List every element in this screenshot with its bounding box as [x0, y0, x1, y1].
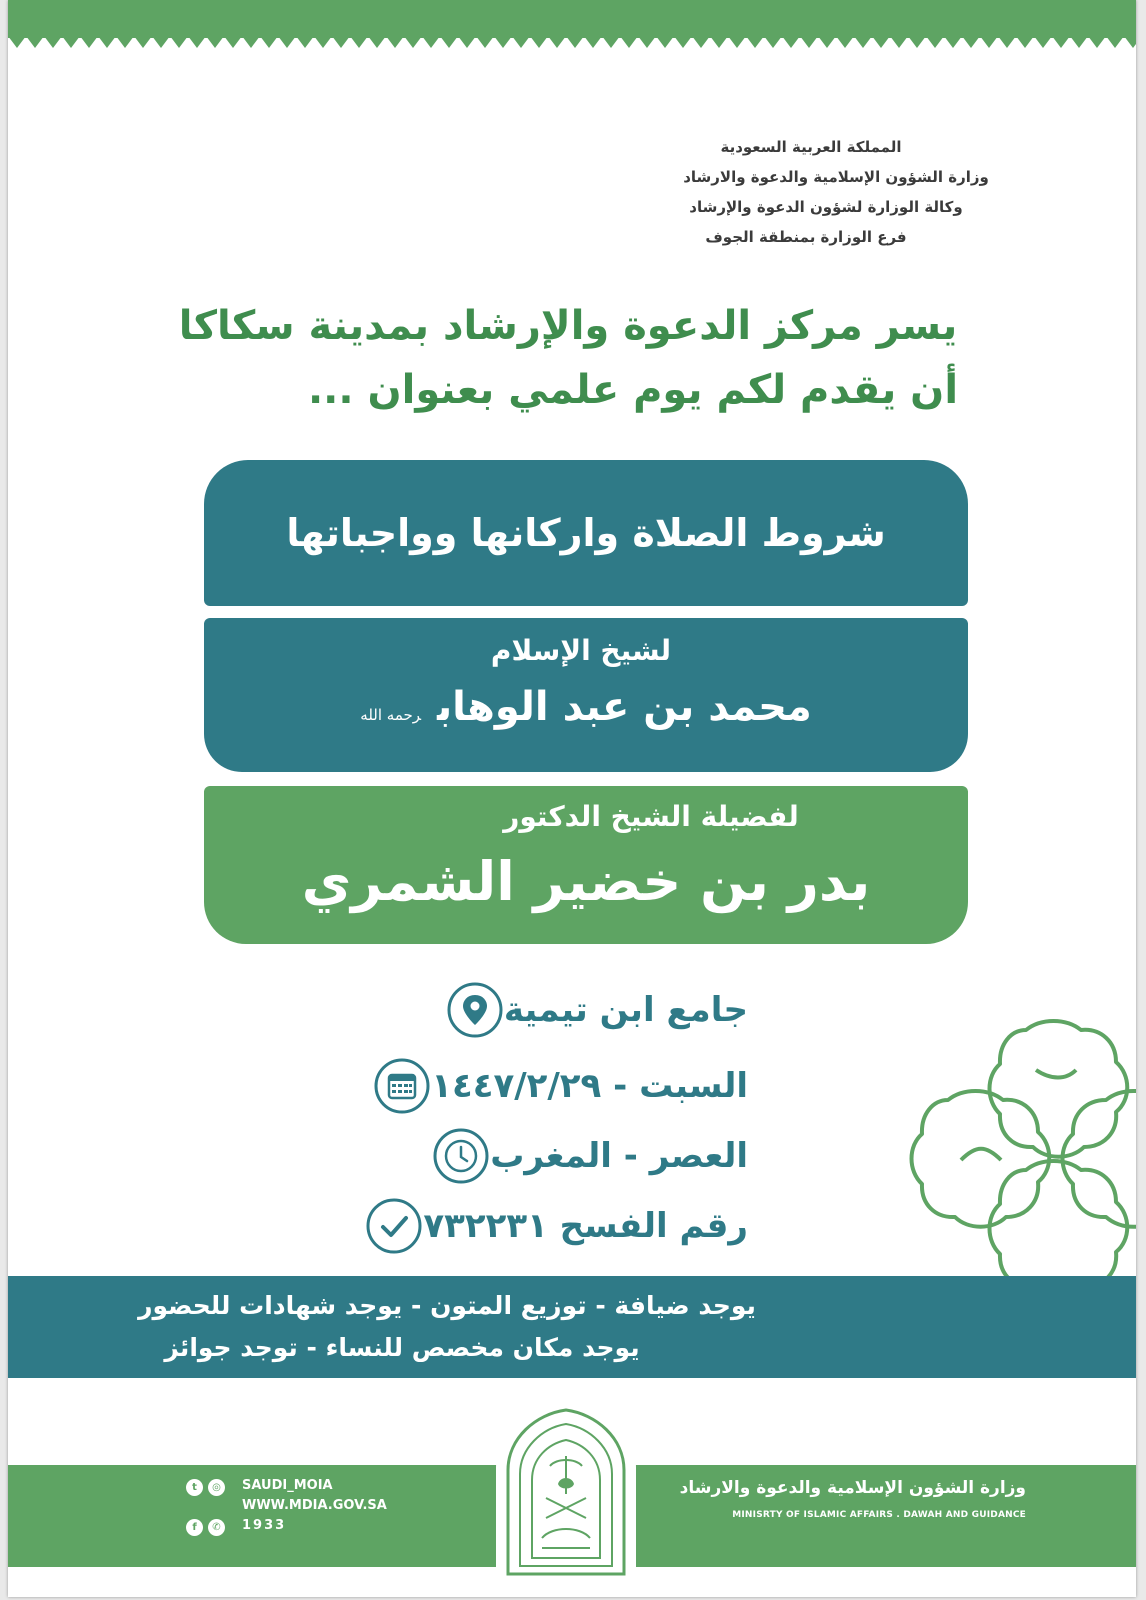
author-card [204, 618, 968, 772]
ministry-name-english: MINISRTY OF ISLAMIC AFFAIRS . DAWAH AND GUIDANCE [732, 1510, 1026, 1520]
speaker-intro: لفضيلة الشيخ الدكتور [503, 800, 799, 833]
location-row [446, 980, 766, 1040]
ministry-emblem-logo [486, 1398, 646, 1582]
lecture-title-card [204, 460, 968, 606]
location-pin-icon [446, 981, 504, 1039]
author-name-row [204, 684, 968, 730]
speaker-card [204, 786, 968, 944]
header-line-kingdom: المملكة العربية السعودية [720, 138, 902, 156]
phone-icon[interactable]: ✆ [208, 1519, 225, 1536]
permit-row [365, 1196, 766, 1256]
time-text: العصر - المغرب [490, 1136, 748, 1176]
time-row [432, 1126, 766, 1186]
date-text: السبت - ١٤٤٧/٢/٢٩ [431, 1066, 748, 1106]
website-link[interactable]: WWW.MDIA.GOV.SA [242, 1498, 387, 1513]
permit-text: رقم الفسح ٧٣٢٢٣١ [423, 1206, 748, 1246]
facebook-icon[interactable]: f [186, 1519, 203, 1536]
ministry-name-arabic: وزارة الشؤون الإسلامية والدعوة والارشاد [679, 1478, 1026, 1498]
poster-sheet [8, 0, 1136, 1597]
services-line-2: يوجد مكان مخصص للنساء - توجد جوائز [164, 1333, 640, 1362]
author-intro: لشيخ الإسلام [490, 634, 672, 667]
ministry-footer-name [666, 1478, 1026, 1520]
twitter-icon[interactable]: t [186, 1479, 203, 1496]
header-line-ministry: وزارة الشؤون الإسلامية والدعوة والارشاد [683, 168, 989, 186]
intro-line-2: أن يقدم لكم يوم علمي بعنوان ... [307, 367, 959, 413]
social-handle: SAUDI_MOIA [242, 1478, 333, 1493]
intro-line-1: يسر مركز الدعوة والإرشاد بمدينة سكاكا [178, 303, 958, 349]
services-banner [8, 1276, 1136, 1378]
author-honorific: رحمه الله [360, 706, 422, 724]
date-row [373, 1056, 766, 1116]
header-line-agency: وكالة الوزارة لشؤون الدعوة والإرشاد [689, 198, 963, 216]
services-line-1: يوجد ضيافة - توزيع المتون - يوجد شهادات للحضور [138, 1291, 756, 1320]
phone-number: 1933 [242, 1518, 287, 1533]
checkmark-icon [365, 1197, 423, 1255]
intro-text [148, 294, 988, 422]
speaker-name: بدر بن خضير الشمري [301, 850, 871, 913]
lecture-title: شروط الصلاة واركانها وواجباتها [286, 511, 886, 555]
location-text: جامع ابن تيمية [503, 990, 748, 1030]
clock-icon [432, 1127, 490, 1185]
author-name: محمد بن عبد الوهاب [437, 684, 812, 730]
social-contacts [186, 1478, 426, 1538]
header-line-branch: فرع الوزارة بمنطقة الجوف [705, 228, 907, 246]
ministry-header [566, 132, 1086, 252]
instagram-icon[interactable]: ◎ [208, 1479, 225, 1496]
top-scalloped-band [8, 0, 1136, 62]
calendar-icon [373, 1057, 431, 1115]
islamic-geometric-ornament [876, 1010, 1136, 1300]
